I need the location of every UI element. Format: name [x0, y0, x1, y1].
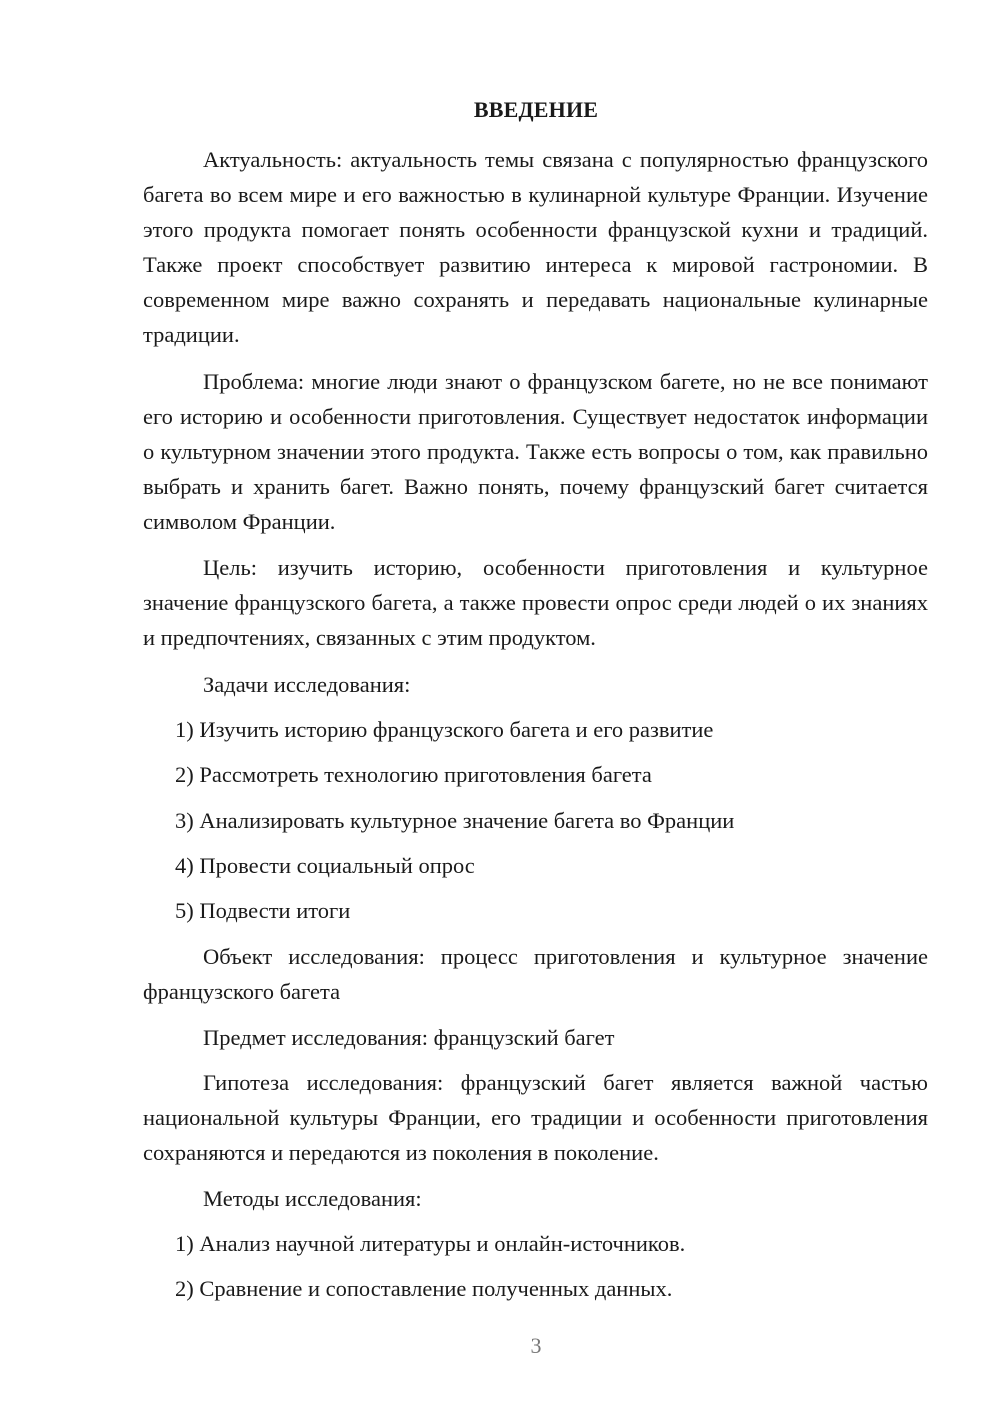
- relevance-paragraph: Актуальность: актуальность темы связана с популярностью французского багета во всем мире и его важностью в кулинарной культуре Франции. Изучение этого продукта помогает понять особенности французской кухни и традиций. Также проект способствует развитию интереса к мировой гастрономии. В современном мире важно сохранять и передавать национальные кулинарные традиции.: [143, 147, 928, 347]
- task-item: 5) Подвести итоги: [175, 898, 351, 923]
- subject-paragraph: Предмет исследования: французский багет: [203, 1025, 615, 1050]
- page-title: ВВЕДЕНИЕ: [473, 97, 599, 122]
- object-paragraph: Объект исследования: процесс приготовления и культурное значение французского багета: [143, 944, 928, 1004]
- problem-paragraph: Проблема: многие люди знают о французском багете, но не все понимают его историю и особенности приготовления. Существует недостаток информации о культурном значении этого продукта. Также есть вопросы о том, как правильно выбрать и хранить багет. Важно понять, почему французский багет считается символом Франции.: [143, 369, 928, 534]
- task-item: 2) Рассмотреть технологию приготовления багета: [175, 762, 652, 787]
- tasks-heading: Задачи исследования:: [203, 672, 411, 697]
- task-item: 4) Провести социальный опрос: [175, 853, 475, 878]
- task-item: 1) Изучить историю французского багета и его развитие: [175, 717, 714, 742]
- task-item: 3) Анализировать культурное значение багета во Франции: [175, 808, 735, 833]
- goal-paragraph: Цель: изучить историю, особенности приготовления и культурное значение французского багета, а также провести опрос среди людей о их знаниях и предпочтениях, связанных с этим продуктом.: [143, 555, 928, 650]
- methods-heading: Методы исследования:: [203, 1186, 422, 1211]
- method-item: 2) Сравнение и сопоставление полученных данных.: [175, 1276, 673, 1301]
- hypothesis-paragraph: Гипотеза исследования: французский багет является важной частью национальной культуры Франции, его традиции и особенности приготовления сохраняются и передаются из поколения в поколение.: [143, 1070, 928, 1165]
- method-item: 1) Анализ научной литературы и онлайн-источников.: [175, 1231, 686, 1256]
- page-number: 3: [530, 1333, 542, 1358]
